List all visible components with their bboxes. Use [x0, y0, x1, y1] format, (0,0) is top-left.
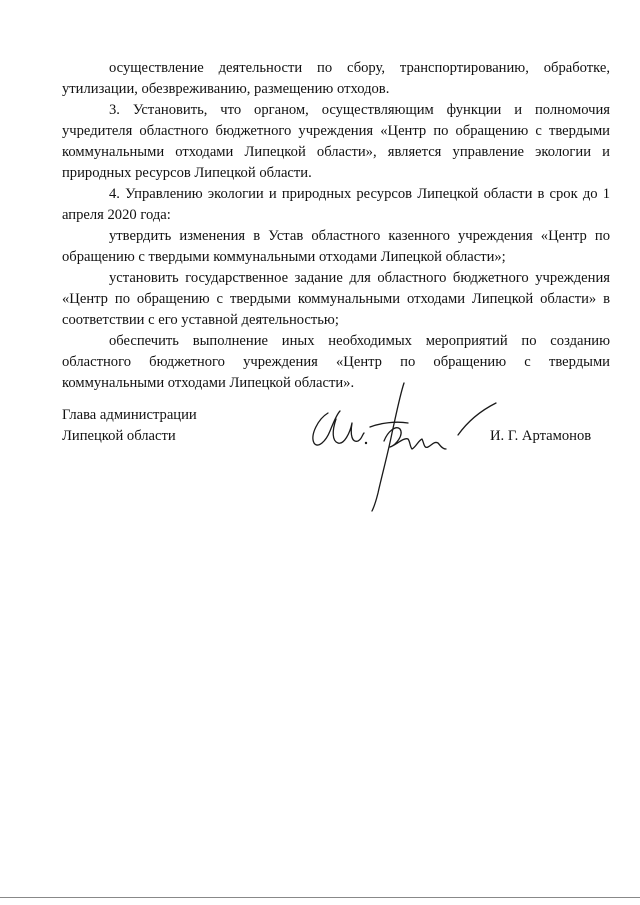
- paragraph-continuation: осуществление деятельности по сбору, транспортированию, обработке, утилизации, обезвреживанию, размещению отходов.: [62, 60, 610, 97]
- signatory-title-line1: Глава администрации: [62, 407, 197, 423]
- signatory-name: И. Г. Артамонов: [490, 428, 592, 444]
- paragraph-subitem-approve: утвердить изменения в Устав областного казенного учреждения «Центр по обращению с твердыми коммунальными отходами Липецкой области»;: [62, 228, 610, 265]
- paragraph-subitem-measures: обеспечить выполнение иных необходимых мероприятий по созданию областного бюджетного учреждения «Центр по обращению с твердыми коммунальными отходами Липецкой области».: [62, 333, 610, 391]
- signatory-title: [62, 405, 197, 447]
- signatory-title-line2: Липецкой области: [62, 428, 176, 444]
- handwritten-signature: [300, 375, 500, 515]
- paragraph-subitem-assignment: установить государственное задание для областного бюджетного учреждения «Центр по обращению с твердыми коммунальными отходами Липецкой области» в соответствии с его уставной деятельностью;: [62, 270, 610, 328]
- page-bottom-edge: [0, 897, 640, 898]
- paragraph-item-4: 4. Управлению экологии и природных ресурсов Липецкой области в срок до 1 апреля 2020 года:: [62, 186, 610, 223]
- document-body: [62, 58, 610, 394]
- paragraph-item-3: 3. Установить, что органом, осуществляющим функции и полномочия учредителя областного бюджетного учреждения «Центр по обращению с твердыми коммунальными отходами Липецкой области», является управление экологии и природных ресурсов Липецкой области.: [62, 102, 610, 181]
